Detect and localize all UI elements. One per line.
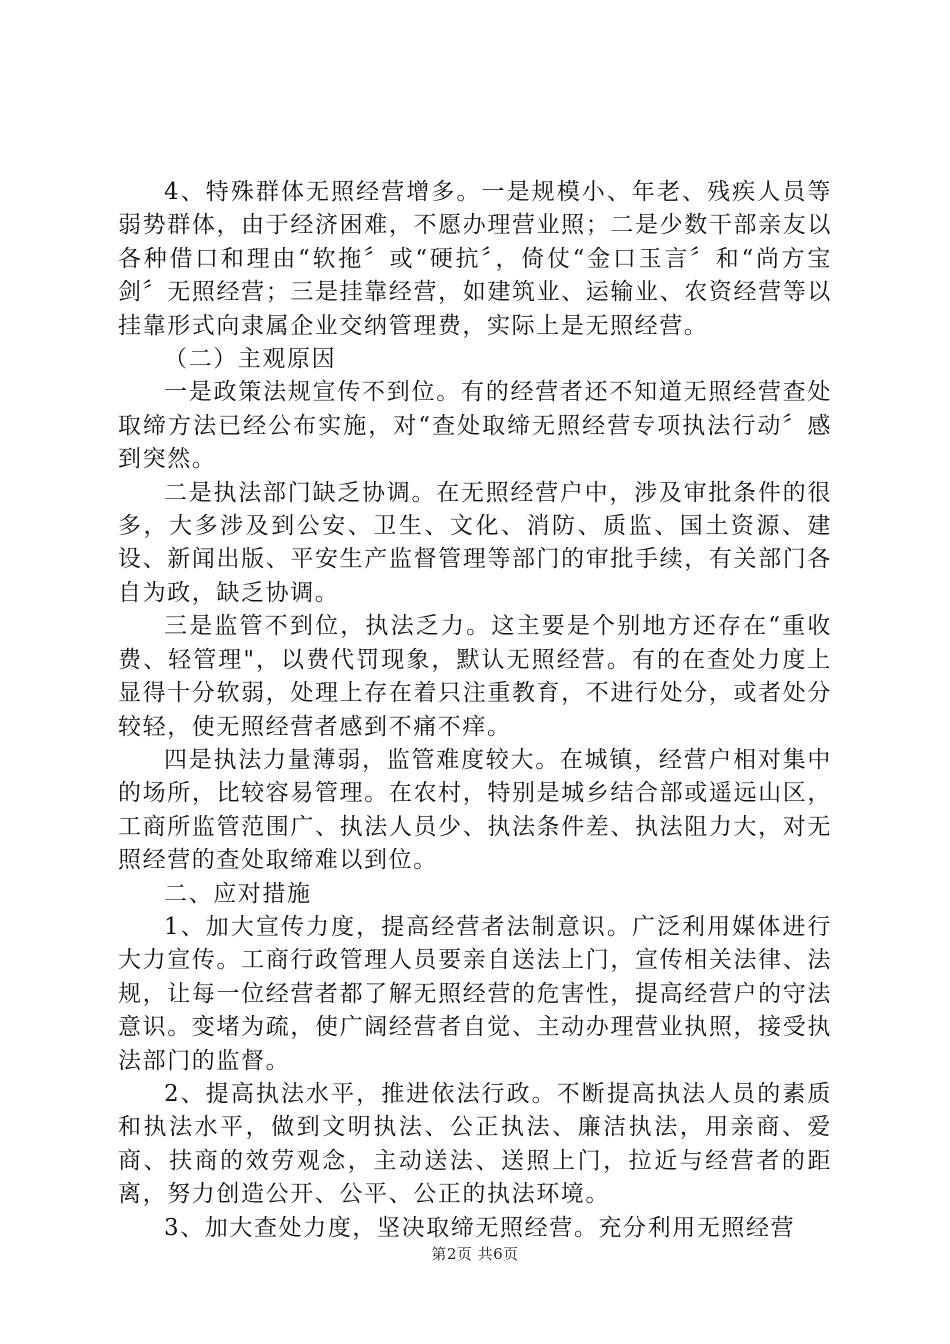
paragraph-measure-2: 2、提高执法水平，推进依法行政。不断提高执法人员的素质和执法水平，做到文明执法、公正执法、廉洁执法，用亲商、爱商、扶商的效劳观念，主动送法、送照上门，拉近与经营者的距离，努力创造公开、公平、公正的执法环境。	[118, 1080, 832, 1208]
page-number-footer: 第2页 共6页	[431, 1245, 519, 1263]
section-heading-subjective-causes: （二）主观原因	[164, 346, 337, 373]
paragraph-cause-1: 一是政策法规宣传不到位。有的经营者还不知道无照经营查处取缔方法已经公布实施，对“查处取缔无照经营专项执法行动〞感到突然。	[118, 379, 832, 473]
paragraph-special-groups: 4、特殊群体无照经营增多。一是规模小、年老、残疾人员等弱势群体，由于经济困难，不愿办理营业照；二是少数干部亲友以各种借口和理由“软拖〞或“硬抗〞，倚仗“金口玉言〞和“尚方宝剑〞无照经营；三是挂靠经营，如建筑业、运输业、农资经营等以挂靠形式向隶属企业交纳管理费，实际上是无照经营。	[118, 179, 832, 339]
document-body	[118, 176, 832, 1245]
paragraph-measure-1: 1、加大宣传力度，提高经营者法制意识。广泛利用媒体进行大力宣传。工商行政管理人员要亲自送法上门，宣传相关法律、法规，让每一位经营者都了解无照经营的危害性，提高经营户的守法意识。变堵为疏，使广阔经营者自觉、主动办理营业执照，接受执法部门的监督。	[118, 913, 832, 1074]
paragraph-cause-3: 三是监管不到位，执法乏力。这主要是个别地方还存在“重收费、轻管理"，以费代罚现象，默认无照经营。有的在查处力度上显得十分软弱，处理上存在着只注重教育，不进行处分，或者处分较轻，使无照经营者感到不痛不痒。	[118, 613, 832, 740]
paragraph-measure-3: 3、加大查处力度，坚决取缔无照经营。充分利用无照经营	[164, 1214, 796, 1241]
paragraph-cause-2: 二是执法部门缺乏协调。在无照经营户中，涉及审批条件的很多，大多涉及到公安、卫生、文化、消防、质监、国土资源、建设、新闻出版、平安生产监督管理等部门的审批手续，有关部门各自为政，缺乏协调。	[118, 479, 832, 606]
section-heading-countermeasures: 二、应对措施	[164, 880, 312, 907]
paragraph-cause-4: 四是执法力量薄弱，监管难度较大。在城镇，经营户相对集中的场所，比较容易管理。在农村，特别是城乡结合部或遥远山区，工商所监管范围广、执法人员少、执法条件差、执法阻力大，对无照经营的查处取缔难以到位。	[118, 746, 832, 874]
